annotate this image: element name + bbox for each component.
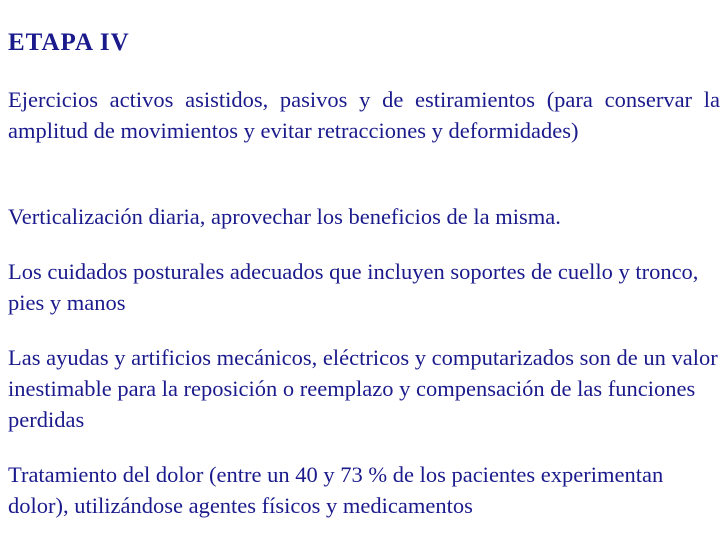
paragraph-pain-treatment: Tratamiento del dolor (entre un 40 y 73 % de los pacientes experimentan dolor), utilizándose agentes físicos y medicamentos [8,462,664,518]
paragraph-exercises: Ejercicios activos asistidos, pasivos y de estiramientos (para conservar la amplitud de movimientos y evitar retracciones y deformidades) [8,87,720,143]
paragraph-assistive-devices: Las ayudas y artificios mecánicos, eléctricos y computarizados son de un valor inestimable para la reposición o reemplazo y compensación de las funciones perdidas [8,345,718,432]
paragraph-verticalization: Verticalización diaria, aprovechar los beneficios de la misma. [8,204,561,229]
paragraph-postural-care: Los cuidados posturales adecuados que incluyen soportes de cuello y tronco, pies y manos [8,259,699,315]
slide-title: ETAPA IV [8,29,130,56]
